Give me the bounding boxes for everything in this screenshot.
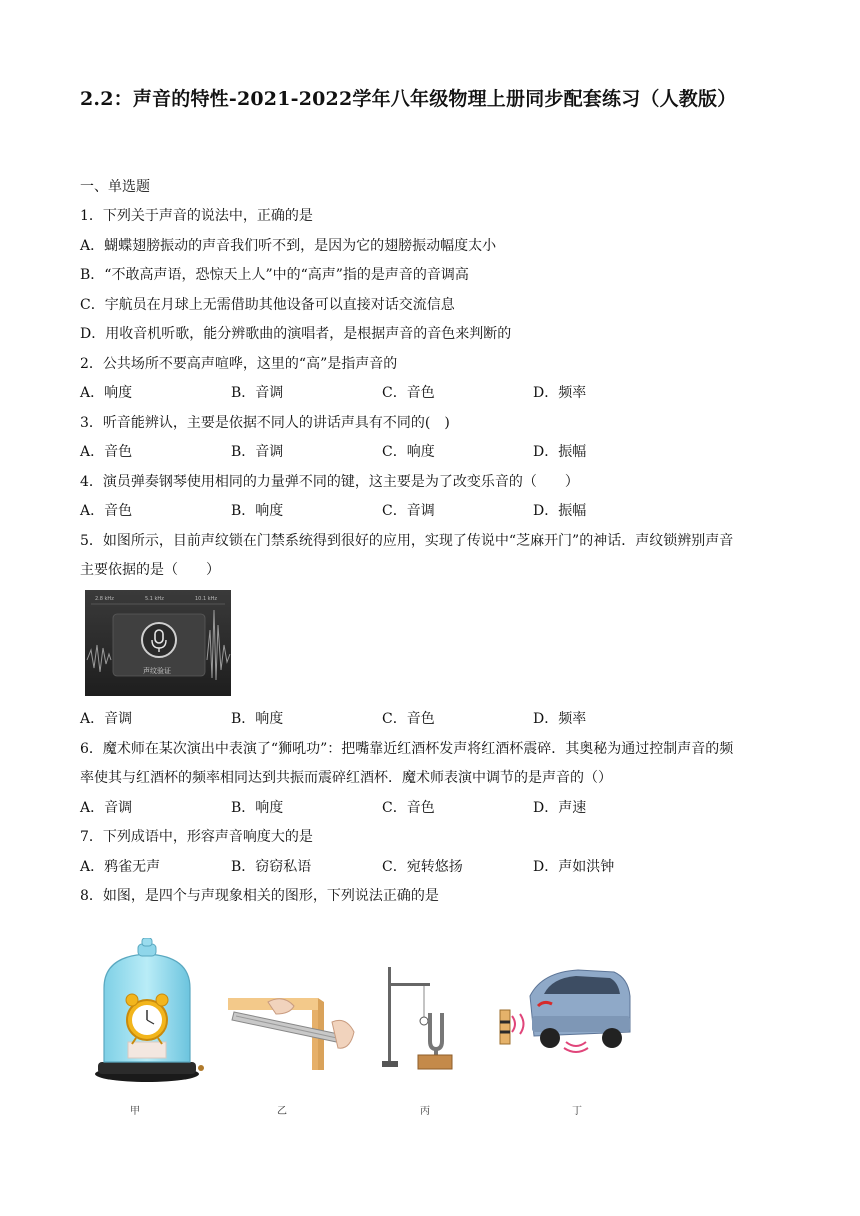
- question-3-stem: 3．听音能辨认，主要是依据不同人的讲话声具有不同的( ): [80, 415, 450, 431]
- bell-jar-clock-figure: [88, 938, 206, 1084]
- question-2-option-b: B．音调: [231, 385, 284, 401]
- question-7-option-b: B．窃窃私语: [231, 859, 312, 875]
- figure-caption-jia: 甲: [130, 1106, 140, 1117]
- freq-label: 10.1 kHz: [195, 596, 218, 602]
- question-6-option-c: C．音色: [382, 800, 435, 816]
- question-7-stem: 7．下列成语中，形容声音响度大的是: [80, 829, 313, 845]
- question-4-option-a: A．音色: [80, 503, 133, 519]
- question-7-option-a: A．鸦雀无声: [80, 859, 161, 875]
- section-heading: 一、单选题: [80, 179, 150, 195]
- voiceprint-waveform-graphic: [85, 590, 231, 696]
- question-1-option-b: B．“不敢高声语，恐惊天上人”中的“高声”指的是声音的音调高: [80, 267, 469, 283]
- question-4-option-d: D．振幅: [533, 503, 587, 519]
- question-5-option-c: C．音色: [382, 711, 435, 727]
- question-8-stem: 8．如图，是四个与声现象相关的图形，下列说法正确的是: [80, 888, 439, 904]
- question-4-option-c: C．音调: [382, 503, 435, 519]
- question-6-option-b: B．响度: [231, 800, 284, 816]
- question-4-option-b: B．响度: [231, 503, 284, 519]
- question-6-option-a: A．音调: [80, 800, 133, 816]
- question-2-option-c: C．音色: [382, 385, 435, 401]
- question-1-option-d: D．用收音机听歌，能分辨歌曲的演唱者，是根据声音的音色来判断的: [80, 326, 512, 342]
- question-1-stem: 1．下列关于声音的说法中，正确的是: [80, 208, 313, 224]
- tuning-fork-stand-figure: [378, 965, 456, 1073]
- page-title: 2.2：声音的特性-2021-2022学年八年级物理上册同步配套练习（人教版）: [80, 88, 737, 110]
- voiceprint-lock-figure: [85, 590, 231, 696]
- question-4-stem: 4．演员弹奏钢琴使用相同的力量弹不同的键，这主要是为了改变乐音的（ ）: [80, 474, 579, 490]
- question-7-option-d: D．声如洪钟: [533, 859, 615, 875]
- question-1-option-c: C．宇航员在月球上无需借助其他设备可以直接对话交流信息: [80, 297, 455, 313]
- question-6-stem-line-1: 6．魔术师在某次演出中表演了“狮吼功”：把嘴靠近红酒杯发声将红酒杯震碎．其奥秘为通过控制声音的频: [80, 741, 734, 757]
- question-2-stem: 2．公共场所不要高声喧哗，这里的“高”是指声音的: [80, 356, 398, 372]
- question-2-option-a: A．响度: [80, 385, 133, 401]
- question-6-stem-line-2: 率使其与红酒杯的频率相同达到共振而震碎红酒杯．魔术师表演中调节的是声音的（）: [80, 770, 612, 786]
- question-2-option-d: D．频率: [533, 385, 587, 401]
- question-5-stem-line-2: 主要依据的是（ ）: [80, 562, 220, 578]
- question-3-option-a: A．音色: [80, 444, 133, 460]
- question-3-option-d: D．振幅: [533, 444, 587, 460]
- car-reversing-sensor-figure: [494, 966, 634, 1056]
- question-6-option-d: D．声速: [533, 800, 587, 816]
- question-7-option-c: C．宛转悠扬: [382, 859, 463, 875]
- figure-caption: 声纹验证: [143, 667, 171, 675]
- question-1-option-a: A．蝴蝶翅膀振动的声音我们听不到，是因为它的翅膀振动幅度太小: [80, 238, 497, 254]
- question-5-stem-line-1: 5．如图所示，目前声纹锁在门禁系统得到很好的应用，实现了传说中“芝麻开门”的神话．声纹锁辨别声音: [80, 533, 734, 549]
- figure-caption-ding: 丁: [572, 1106, 582, 1117]
- question-5-option-b: B．响度: [231, 711, 284, 727]
- question-3-option-b: B．音调: [231, 444, 284, 460]
- question-3-option-c: C．响度: [382, 444, 435, 460]
- ruler-on-table-figure: [228, 992, 364, 1072]
- freq-label: 2.8 kHz: [95, 596, 114, 602]
- question-5-option-d: D．频率: [533, 711, 587, 727]
- figure-caption-bing: 丙: [420, 1106, 430, 1117]
- figure-caption-yi: 乙: [277, 1106, 287, 1117]
- question-5-option-a: A．音调: [80, 711, 133, 727]
- freq-label: 5.1 kHz: [145, 596, 164, 602]
